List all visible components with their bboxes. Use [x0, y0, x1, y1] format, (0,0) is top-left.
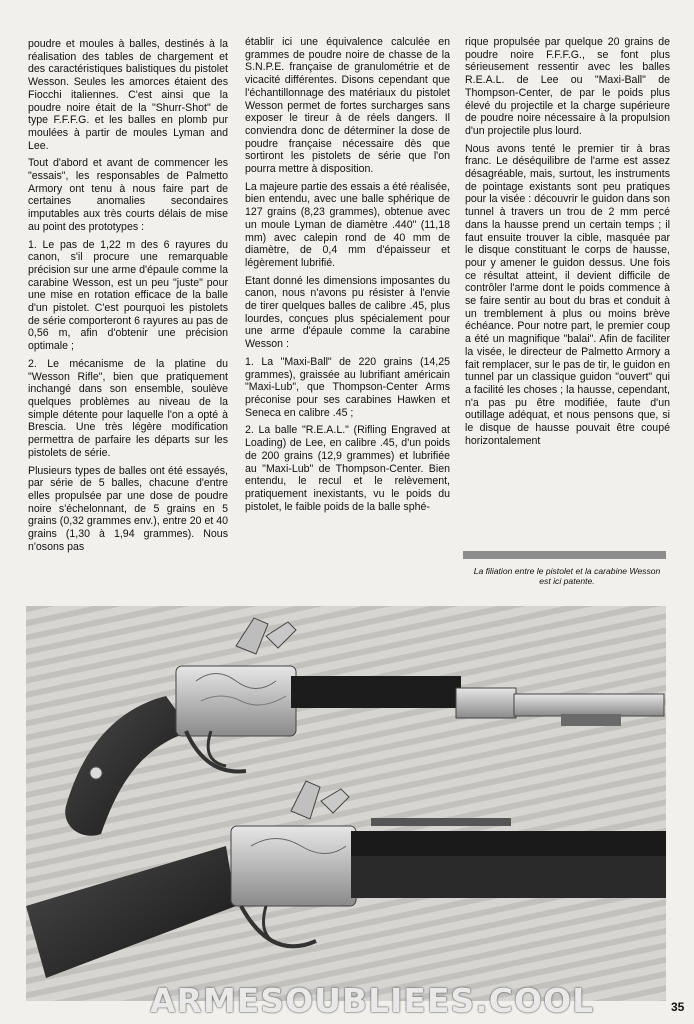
paragraph: 1. Le pas de 1,22 m des 6 rayures du canon, s'il procure une remarquable précision sur une arme d'épaule comme la carabine Wesson, est un peu "juste" pour une mise en rotation efficace de la balle d'un pistolet. C'est pourquoi les pistolets de série comporteront 6 rayures au pas de 0,56 m, afin d'obtenir une précision optimale ; — [28, 238, 228, 353]
text-column-1 — [28, 38, 228, 558]
paragraph: Etant donné les dimensions imposantes du canon, nous n'avons pu résister à l'envie de tirer quelques balles de calibre .45, plus lourdes, conçues plus spécialement pour une arme d'épaule comme la carabine Wesson : — [245, 274, 450, 351]
paragraph: établir ici une équivalence calculée en grammes de poudre noire de chasse de la S.N.P.E. française de granulométrie et de vicacité différentes. Disons cependant que l'échantillonnage des matériaux du pistolet Wesson permet de fortes surcharges sans exposer le tireur à de réels dangers. Il conviendra donc de déterminer la dose de poudre française nécessaire dès que sortiront les pistolets de série que l'on pourra mettre à disposition. — [245, 36, 450, 176]
paragraph: La majeure partie des essais a été réalisée, bien entendu, avec une balle sphérique de 127 grains (8,23 grammes), obtenue avec un moule Lyman de diamètre .440" (11,18 mm) avec calepin rond de 40 mm de diamètre, de 0,4 mm d'épaisseur et légèrement lubrifié. — [245, 180, 450, 269]
firearms-photo — [26, 606, 666, 1001]
text-column-3 — [465, 36, 670, 453]
paragraph: rique propulsée par quelque 20 grains de poudre noire F.F.F.G., se font plus sérieusement ressentir avec les balles R.E.A.L. de Lee ou "Maxi-Ball" de Thompson-Center, de par le poids plus élevé du projectile et la charge supérieure de poudre noire nécessaire à la propulsion d'un projectile plus lourd. — [465, 36, 670, 137]
watermark: ARMESOUBLIEES.COOL — [150, 981, 595, 1020]
pistol-and-rifle-illustration — [26, 606, 666, 1001]
paragraph: 2. La balle "R.E.A.L." (Rifling Engraved at Loading) de Lee, en calibre .45, d'un poids de 200 grains (12,9 grammes) et lubrifiée au "Maxi-Lub" de Thompson-Center. Bien entendu, le recul et le relèvement, pratiquement inexistants, vu le poids du pistolet, le faible poids de la balle sphé- — [245, 424, 450, 513]
paragraph: Nous avons tenté le premier tir à bras franc. Le déséquilibre de l'arme est assez désagréable, mais, surtout, les instruments de pointage existants sont peu pratiques pour la visée : découvrir le guidon dans son tunnel à travers un trou de 2 mm percé dans la hausse prend un certain temps ; il faut ensuite trouver la cible, masquée par le disque constituant le corps de hausse, pour y amener le guidon dessus. Une fois ce résultat atteint, il devient difficile de contrôler l'arme dont le poids commence à se faire sentir au bout du bras et conduit à un tremblement à plus ou moins brève échéance. Pour notre part, le premier coup a été un magnifique "balai". Afin de faciliter la visée, le directeur de Palmetto Armory a fait remplacer, sur le pas de tir, le guidon en tunnel par un classique guidon "ouvert" qui a facilité les choses ; la hausse, cependant, n'a pas pu être modifiée, faute d'un outillage adéquat, et nous pensons que, si le disque de hausse pouvait être coupé horizontalement — [465, 142, 670, 447]
paragraph: poudre et moules à balles, destinés à la réalisation des tables de chargement et des caractéristiques balistiques du pistolet Wesson. Seules les amorces étaient des Fiocchi italiennes. C'est ainsi que la poudre noire était de la "Shurr-Shot" de type F.F.F.G. et les balles en plomb pur moulées à partir de moules Lyman and Lee. — [28, 38, 228, 152]
paragraph: Plusieurs types de balles ont été essayés, par série de 5 balles, chacune d'entre elles propulsée par une dose de poudre noire s'échelonnant, de 5 grains en 5 grains (0,32 grammes env.), entre 20 et 40 grains (1,30 à 1,94 grammes). Nous n'osons pas — [28, 464, 229, 553]
text-column-2 — [245, 36, 450, 518]
photo-caption: La filiation entre le pistolet et la carabine Wesson est ici patente. — [473, 566, 661, 586]
paragraph: Tout d'abord et avant de commencer les "essais", les responsables de Palmetto Armory ont tenu à nous faire part de certaines anomalies secondaires imputables aux très courts délais de mise au point des prototypes : — [28, 157, 228, 233]
paragraph: 1. La "Maxi-Ball" de 220 grains (14,25 grammes), graissée au lubrifiant américain "Maxi-Lub", que Thompson-Center Arms préconise pour ses carabines Hawken et Seneca en calibre .45 ; — [245, 355, 450, 419]
page-number: 35 — [671, 1000, 685, 1014]
caption-rule — [463, 551, 666, 559]
paragraph: 2. Le mécanisme de la platine du "Wesson Rifle", bien que pratiquement inchangé dans son ensemble, soulève quelques problèmes au niveau de la simple détente pour laquelle l'on a opté à Brescia. Une très légère modification permettra de parfaire les départs sur les pistolets de série. — [28, 357, 228, 459]
